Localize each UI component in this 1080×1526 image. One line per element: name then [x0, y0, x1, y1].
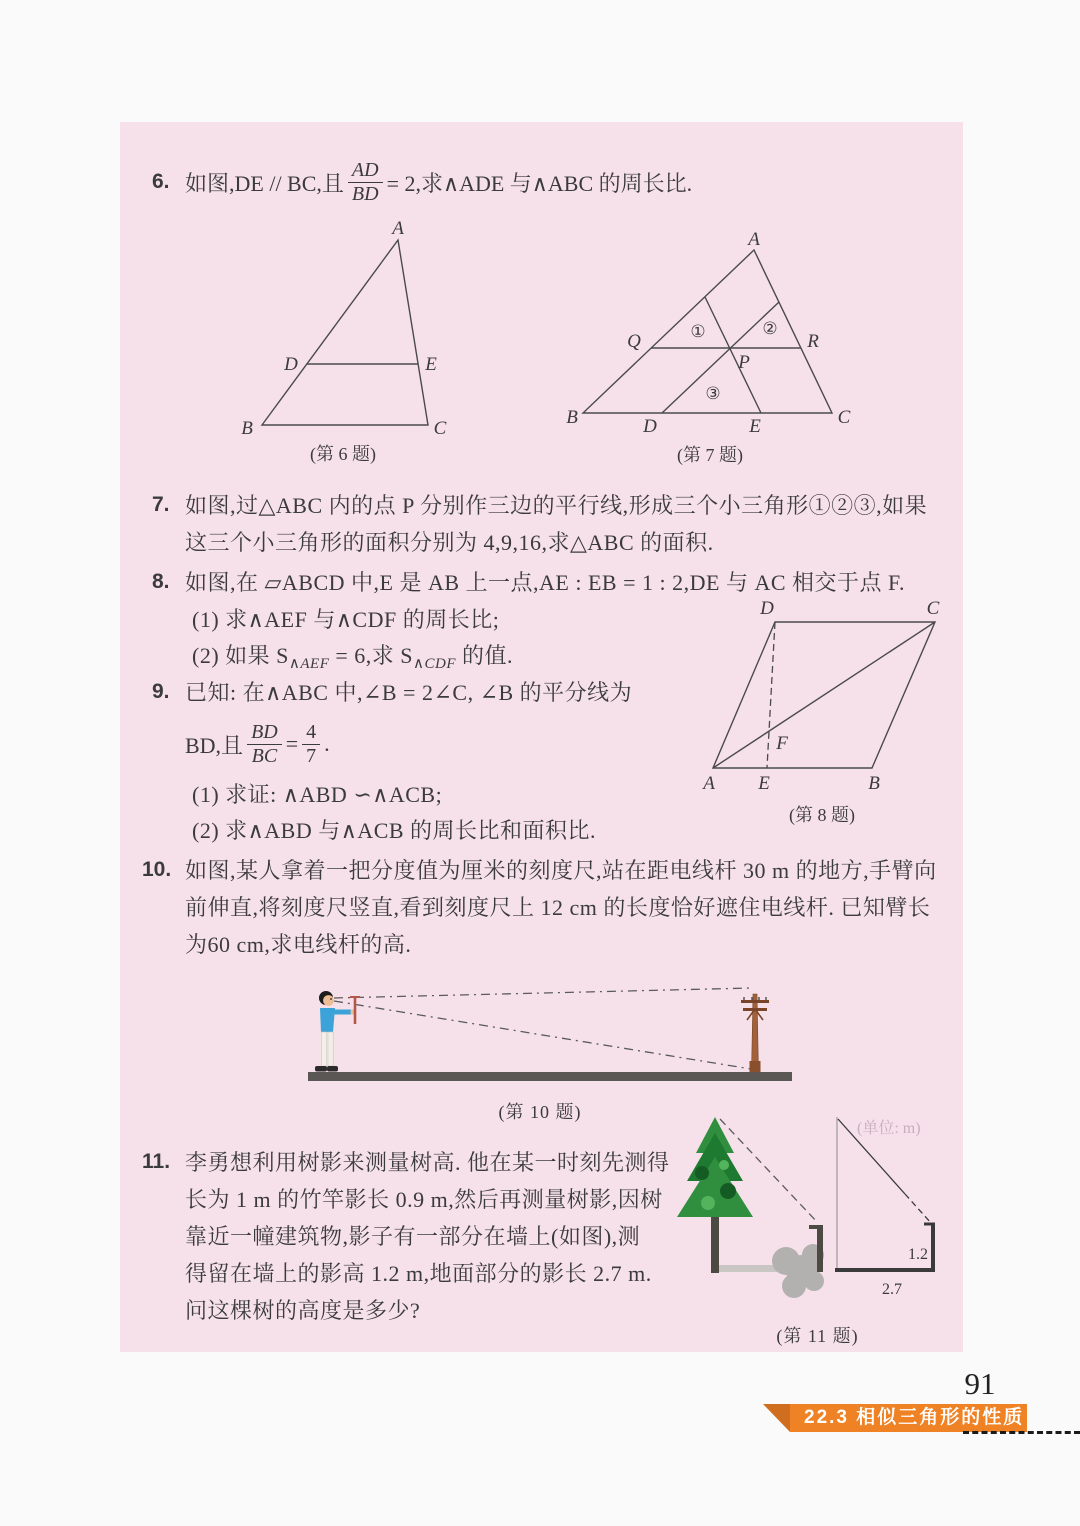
figure-8	[685, 593, 965, 833]
footer-dashed-rule	[963, 1431, 1080, 1434]
unit-label: (单位: m)	[857, 1120, 921, 1137]
pole-shaft	[752, 994, 759, 1072]
problem-9-fraction-4-7	[302, 722, 320, 767]
page-number: 91	[964, 1366, 996, 1401]
fraction-denominator: 7	[306, 744, 317, 767]
label-f: F	[776, 733, 788, 754]
person-face	[323, 995, 334, 1006]
label-a: A	[748, 229, 760, 250]
person-arm	[330, 1010, 352, 1015]
subscript-cdf: ∧CDF	[413, 656, 456, 672]
mark-circled-3: ③	[705, 384, 721, 403]
problem-11-number: 11.	[142, 1150, 171, 1173]
problem-7-line2: 这三个小三角形的面积分别为 4,9,16,求△ABC 的面积.	[185, 530, 714, 555]
triangle-abc	[262, 240, 428, 425]
wall-shadow-value: 1.2	[908, 1246, 928, 1263]
problem-8-sub2-c: = 6,求 S	[329, 643, 414, 668]
label-b: B	[868, 773, 880, 794]
label-c: C	[837, 407, 851, 428]
tree-trunk	[711, 1211, 719, 1273]
problem-9-number: 9.	[152, 680, 170, 703]
label-e: E	[425, 354, 437, 375]
sightline-bottom	[334, 1001, 751, 1069]
problem-9-line2-a: BD,且	[185, 732, 244, 758]
subscript-aef: ∧AEF	[288, 656, 330, 672]
fraction-numerator: BD	[247, 722, 282, 745]
section-banner	[790, 1404, 1027, 1432]
sightline-top	[334, 988, 752, 998]
section-banner-tail	[763, 1404, 790, 1432]
problem-6-part1: 如图,DE // BC,且	[185, 170, 344, 196]
problem-9-fraction-bd-bc	[247, 722, 282, 767]
fraction-denominator: BC	[251, 744, 278, 767]
problem-11-line3: 靠近一幢建筑物,影子有一部分在墙上(如图),测	[185, 1224, 641, 1249]
problem-11-line1: 李勇想利用树影来测量树高. 他在某一时刻先测得	[185, 1150, 670, 1175]
problem-9-period: .	[324, 731, 330, 756]
problem-6-number: 6.	[152, 170, 170, 193]
tree-crown-bottom	[677, 1157, 753, 1217]
problem-10-line1: 如图,某人拿着一把分度值为厘米的刻度尺,站在距电线杆 30 m 的地方,手臂向	[185, 858, 937, 883]
figure-7-caption: (第 7 题)	[677, 445, 743, 465]
pole-crossarm-top	[741, 1000, 769, 1003]
problem-11-line2: 长为 1 m 的竹竿影长 0.9 m,然后再测量树影,因树	[185, 1187, 663, 1212]
problem-6-part2: = 2,求∧ADE 与∧ABC 的周长比.	[386, 170, 693, 196]
figure-6	[225, 218, 475, 472]
mark-circled-2: ②	[762, 319, 778, 338]
page-content	[120, 122, 963, 1352]
label-a: A	[703, 773, 715, 794]
segment-de	[767, 622, 775, 768]
problem-7-line1: 如图,过△ABC 内的点 P 分别作三边的平行线,形成三个小三角形①②③,如果	[185, 493, 928, 518]
tree-foliage-patch	[719, 1160, 729, 1170]
problem-9-line1: 已知: 在∧ABC 中,∠B = 2∠C, ∠B 的平分线为	[185, 680, 633, 705]
label-d: D	[284, 354, 298, 375]
person-leg-left	[322, 1032, 327, 1066]
figure-10-caption: (第 10 题)	[498, 1102, 582, 1122]
figure-10	[300, 968, 800, 1096]
label-c: C	[433, 418, 447, 439]
tree-foliage-patch	[720, 1183, 736, 1199]
problem-9-equals: =	[285, 731, 299, 756]
figure-6-caption: (第 6 题)	[310, 444, 376, 464]
label-b: B	[241, 418, 253, 439]
problem-8-sub1: (1) 求∧AEF 与∧CDF 的周长比;	[192, 607, 500, 632]
figure-7	[560, 229, 860, 470]
label-d: D	[643, 416, 657, 437]
problem-6-fraction	[348, 160, 383, 205]
problem-10-number: 10.	[142, 858, 172, 881]
problem-9-sub1: (1) 求证: ∧ABD ∽∧ACB;	[192, 782, 443, 807]
label-a: A	[392, 218, 404, 239]
label-c: C	[926, 598, 940, 619]
pole-base	[750, 1061, 761, 1072]
problem-9-line2	[185, 716, 330, 772]
section-banner-text: 22.3 相似三角形的性质	[804, 1407, 1025, 1428]
label-d: D	[760, 598, 774, 619]
problem-8-number: 8.	[152, 570, 170, 593]
tree-foliage-patch	[695, 1166, 709, 1180]
fraction-denominator: BD	[351, 182, 379, 205]
ground-bar	[308, 1072, 792, 1081]
schematic-diagram	[835, 1117, 935, 1298]
label-e: E	[758, 773, 770, 794]
label-e: E	[749, 416, 761, 437]
tree-shadow-blob	[772, 1244, 824, 1298]
mark-circled-1: ①	[690, 322, 706, 341]
figure-11	[650, 1113, 965, 1303]
label-r: R	[807, 331, 819, 352]
person-eye	[330, 998, 332, 1000]
label-p: P	[738, 352, 750, 373]
problem-8-sub2	[192, 643, 513, 677]
figure-11-caption: (第 11 题)	[776, 1326, 859, 1346]
problem-11-line4: 得留在墙上的影高 1.2 m,地面部分的影长 2.7 m.	[185, 1261, 652, 1286]
ground-shadow-bar	[715, 1265, 777, 1272]
problem-10-line3: 为60 cm,求电线杆的高.	[185, 932, 412, 957]
utility-pole	[741, 994, 769, 1072]
ground-shadow-value: 2.7	[882, 1281, 902, 1298]
problem-8-sub2-a: (2) 如果 S	[192, 643, 289, 668]
figure-8-caption: (第 8 题)	[789, 805, 855, 825]
fraction-numerator: AD	[348, 160, 383, 183]
diagonal-ac	[713, 622, 935, 768]
person-shoe-right	[327, 1066, 338, 1072]
label-q: Q	[627, 331, 641, 352]
schematic-hypotenuse-dashed-end	[905, 1194, 931, 1223]
fraction-numerator: 4	[302, 722, 320, 745]
tree-foliage-patch	[701, 1196, 715, 1210]
problem-9-sub2: (2) 求∧ABD 与∧ACB 的周长比和面积比.	[192, 818, 597, 843]
problem-7-number: 7.	[152, 493, 170, 516]
person-shoe-left	[315, 1066, 327, 1072]
problem-8-line1: 如图,在 ▱ABCD 中,E 是 AB 上一点,AE : EB = 1 : 2,DE 与 AC 相交于点 F.	[185, 570, 905, 595]
problem-6-text	[185, 154, 692, 210]
person-leg-right	[328, 1032, 333, 1066]
problem-10-line2: 前伸直,将刻度尺竖直,看到刻度尺上 12 cm 的长度恰好遮住电线杆. 已知臂长	[185, 895, 931, 920]
tree	[677, 1117, 753, 1273]
problem-11-line5: 问这棵树的高度是多少?	[185, 1298, 421, 1323]
problem-8-sub2-e: 的值.	[456, 643, 514, 668]
label-b: B	[566, 407, 578, 428]
